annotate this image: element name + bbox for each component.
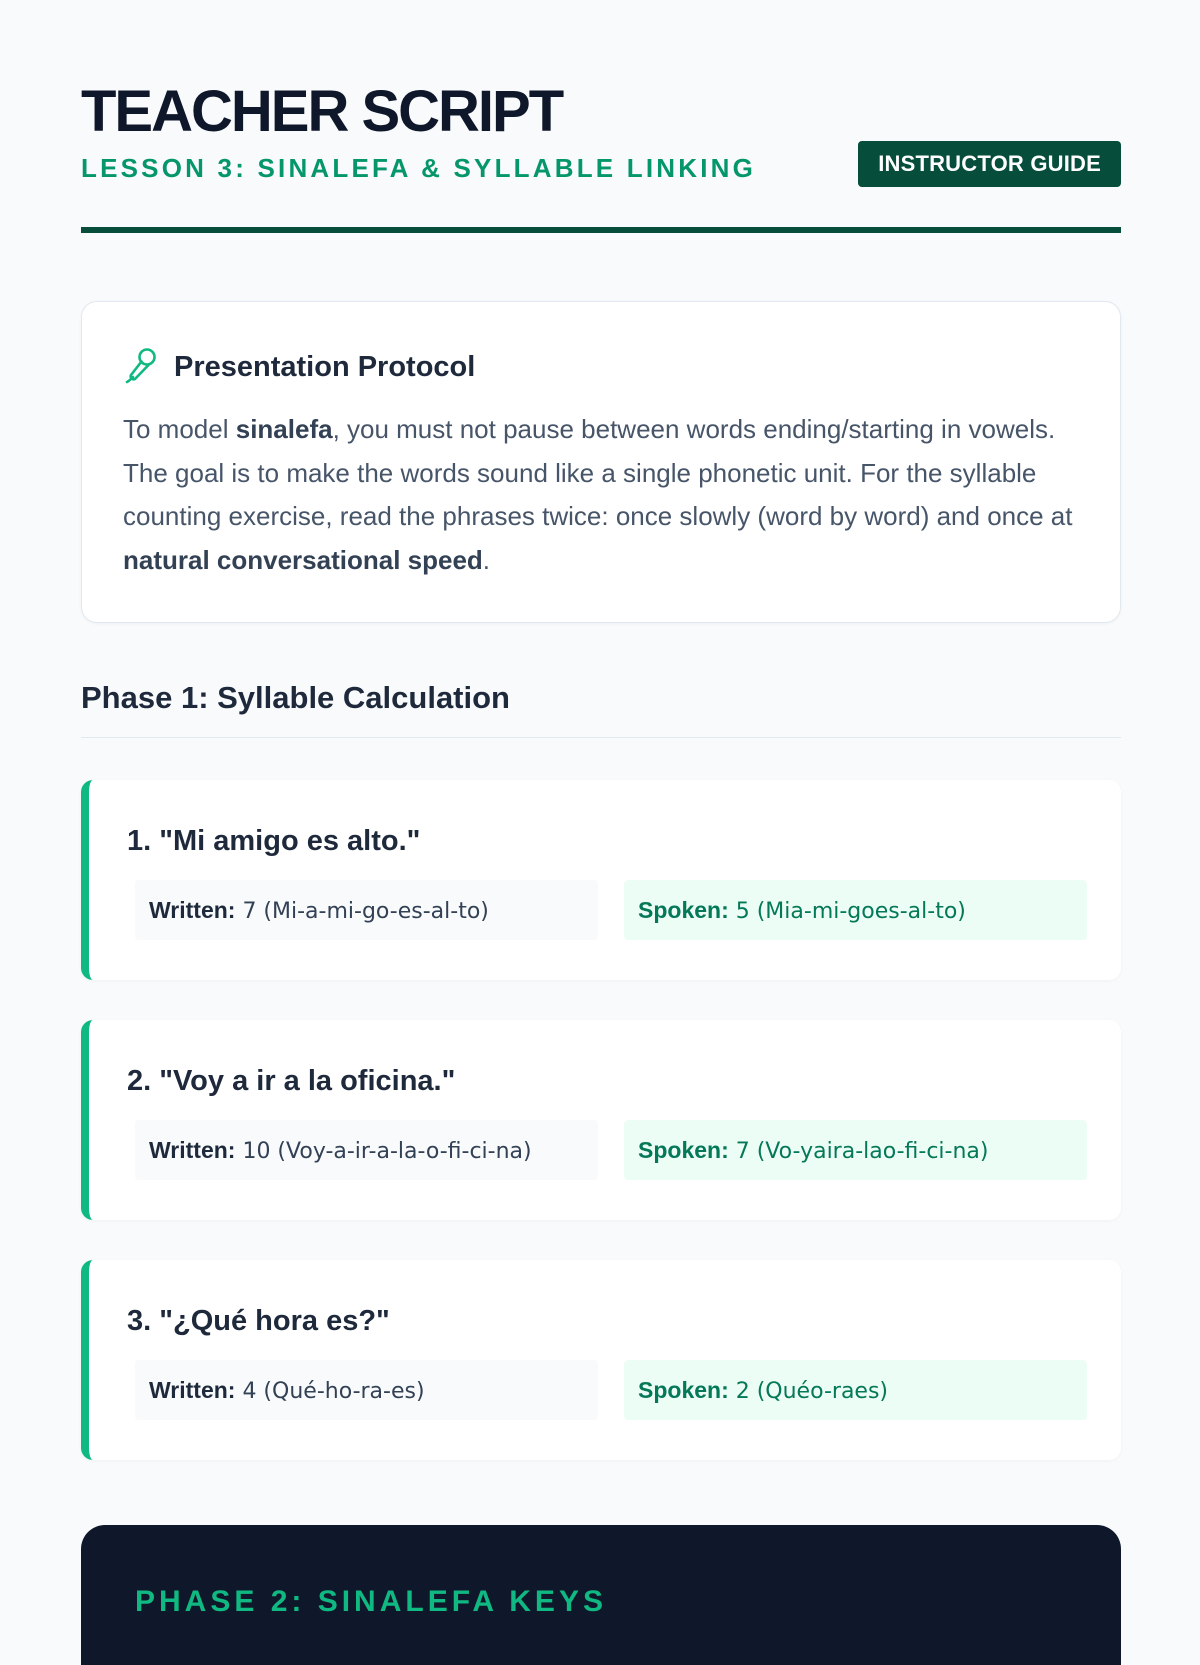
phrase-title: 3. "¿Qué hora es?" <box>127 1305 390 1337</box>
phase-1-heading: Phase 1: Syllable Calculation <box>81 680 510 715</box>
protocol-header <box>124 346 475 389</box>
presentation-protocol-card <box>81 301 1121 623</box>
spoken-count: Spoken: 7 (Vo-yaira-lao-fi-ci-na) <box>624 1120 1087 1180</box>
syllable-item-1 <box>81 780 1121 980</box>
lesson-subtitle: LESSON 3: SINALEFA & SYLLABLE LINKING <box>81 153 757 183</box>
term-sinalefa: sinalefa <box>235 414 333 444</box>
teacher-script-page <box>81 0 1121 1618</box>
microphone-icon <box>124 346 160 389</box>
page-title: TEACHER SCRIPT <box>81 79 563 144</box>
spoken-count: Spoken: 5 (Mia-mi-goes-al-to) <box>624 880 1087 940</box>
written-count: Written: 10 (Voy-a-ir-a-la-o-fi-ci-na) <box>135 1120 598 1180</box>
syllable-item-2 <box>81 1020 1121 1220</box>
written-count: Written: 7 (Mi-a-mi-go-es-al-to) <box>135 880 598 940</box>
phase-1-divider <box>81 737 1121 738</box>
header-divider <box>81 227 1121 233</box>
phase-2-heading: PHASE 2: SINALEFA KEYS <box>135 1585 607 1618</box>
instructor-guide-badge: INSTRUCTOR GUIDE <box>858 141 1121 187</box>
phrase-title: 2. "Voy a ir a la oficina." <box>127 1065 456 1097</box>
phrase-title: 1. "Mi amigo es alto." <box>127 825 421 857</box>
protocol-title: Presentation Protocol <box>174 351 476 383</box>
term-natural-speed: natural conversational speed <box>123 544 483 575</box>
page-header <box>81 0 1121 234</box>
phase-2-panel <box>81 1525 1121 1665</box>
written-count: Written: 4 (Qué-ho-ra-es) <box>135 1360 598 1420</box>
syllable-item-3 <box>81 1260 1121 1460</box>
spoken-count: Spoken: 2 (Quéo-raes) <box>624 1360 1087 1420</box>
protocol-description: To model sinalefa, you must not pause between words ending/starting in vowels. The goal is to make the words sound like a single phonetic unit. For the syllable counting exercise, read the phrases twice: once slowly (word by word) and once at natural conversational speed. <box>123 414 1073 575</box>
